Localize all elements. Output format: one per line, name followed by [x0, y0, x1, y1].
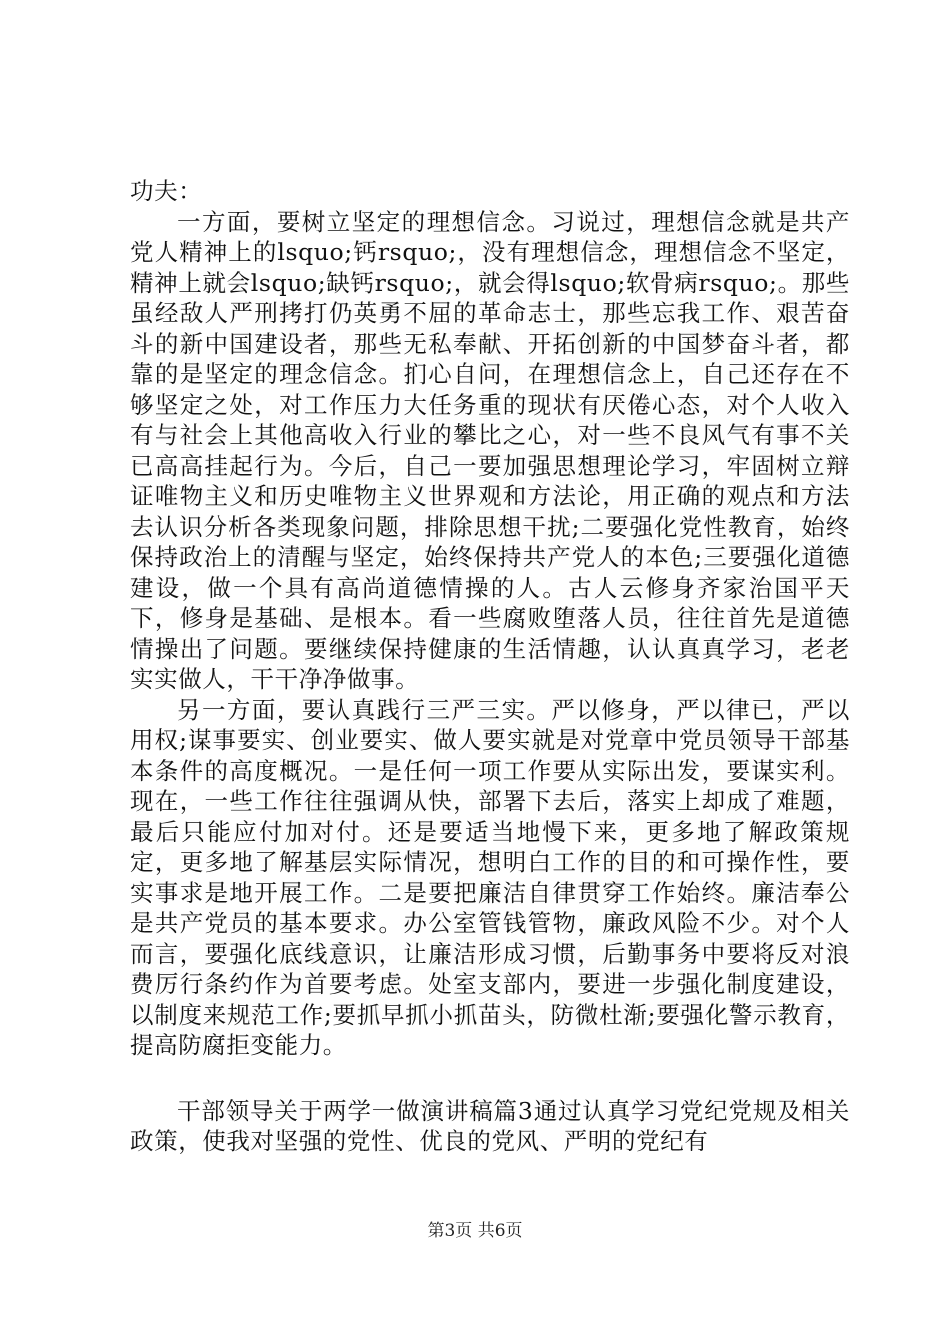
page-number-footer: 第3页 共6页 [427, 1221, 523, 1241]
paragraph-continuation: 功夫： [130, 177, 203, 205]
document-body [130, 176, 850, 1157]
paragraph-gap [130, 1061, 850, 1096]
paragraph-section-3: 干部领导关于两学一做演讲稿篇3通过认真学习党纪党规及相关政策，使我对坚强的党性、优良的党风、严明的党纪有 [130, 1096, 850, 1155]
paragraph-three-stricts: 另一方面，要认真践行三严三实。严以修身，严以律已，严以用权;谋事要实、创业要实、做人要实就是对党章中党员领导干部基本条件的高度概况。一是任何一项工作要从实际出发，要谋实利。现在，一些工作往往强调从快，部署下去后，落实上却成了难题，最后只能应付加对付。还是要适当地慢下来，更多地了解政策规定，更多地了解基层实际情况，想明白工作的目的和可操作性，要实事求是地开展工作。二是要把廉洁自律贯穿工作始终。廉洁奉公是共产党员的基本要求。办公室管钱管物，廉政风险不少。对个人而言，要强化底线意识，让廉洁形成习惯，后勤事务中要将反对浪费厉行条约作为首要考虑。处室支部内，要进一步强化制度建设，以制度来规范工作;要抓早抓小抓苗头，防微杜渐;要强化警示教育，提高防腐拒变能力。 [130, 695, 850, 1059]
paragraph-ideals: 一方面，要树立坚定的理想信念。习说过，理想信念就是共产党人精神上的lsquo;钙rsquo;，没有理想信念，理想信念不坚定，精神上就会lsquo;缺钙rsquo;，就会得lsquo;软骨病rsquo;。那些虽经敌人严刑拷打仍英勇不屈的革命志士，那些忘我工作、艰苦奋斗的新中国建设者，那些无私奉献、开拓创新的中国梦奋斗者，都靠的是坚定的理念信念。扪心自问，在理想信念上，自己还存在不够坚定之处，对工作压力大任务重的现状有厌倦心态，对个人收入有与社会上其他高收入行业的攀比之心，对一些不良风气有事不关已高高挂起行为。今后，自己一要加强思想理论学习，牢固树立辩证唯物主义和历史唯物主义世界观和方法论，用正确的观点和方法去认识分析各类现象问题，排除思想干扰;二要强化党性教育，始终保持政治上的清醒与坚定，始终保持共产党人的本色;三要强化道德建设，做一个具有高尚道德情操的人。古人云修身齐家治国平天下，修身是基础、是根本。看一些腐败堕落人员，往往首先是道德情操出了问题。要继续保持健康的生活情趣，认认真真学习，老老实实做人，干干净净做事。 [130, 207, 850, 693]
